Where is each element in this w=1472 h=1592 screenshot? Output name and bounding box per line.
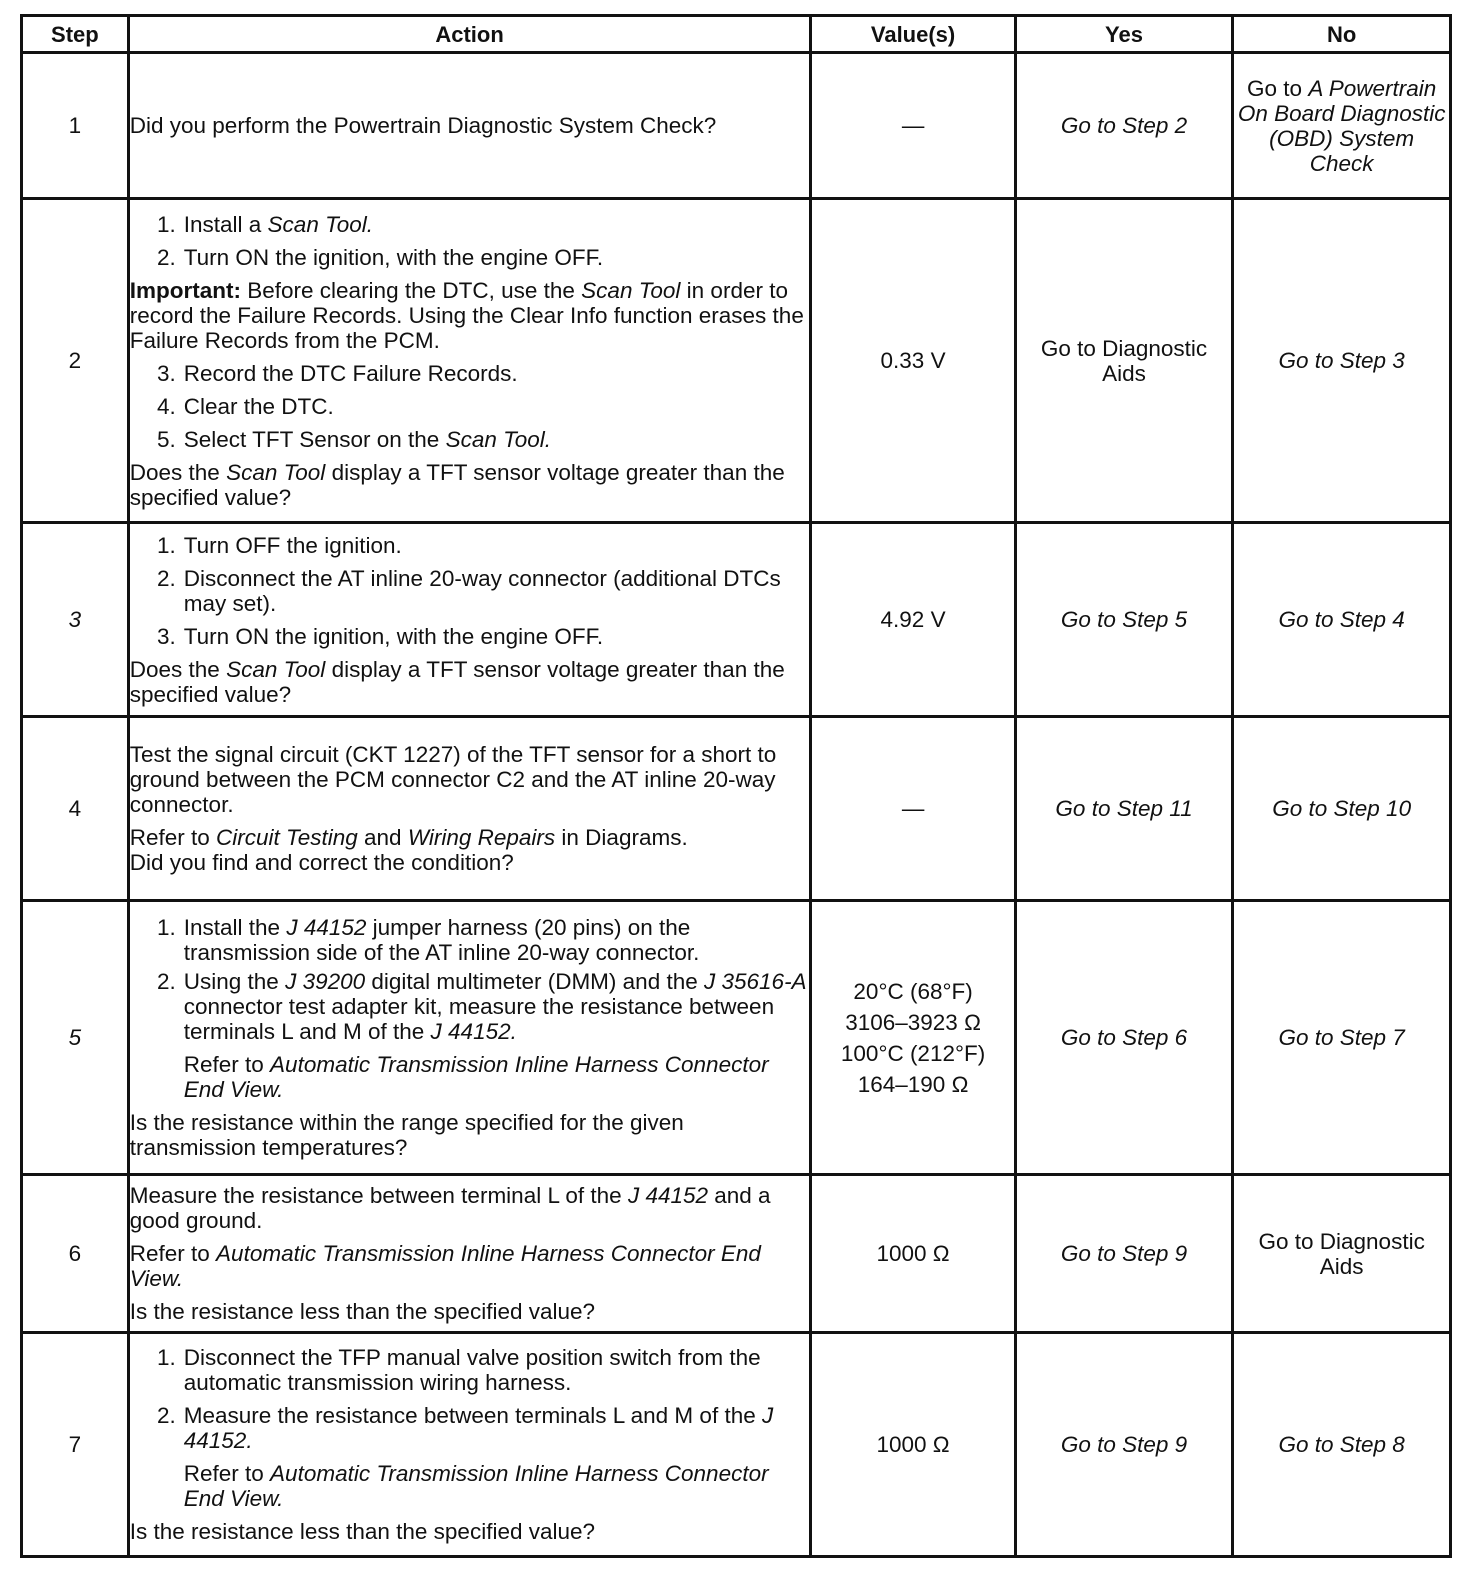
- important-note: [130, 278, 810, 353]
- list-text: Disconnect the TFP manual valve position switch from the automatic transmission wiring harness.: [183, 1345, 761, 1395]
- text-run: Refer to: [183, 1052, 271, 1077]
- yes-link[interactable]: Go to Step 9: [1060, 1432, 1188, 1457]
- table-row: [22, 199, 1451, 523]
- yes-cell: [1015, 717, 1233, 901]
- list-text: [184, 427, 551, 452]
- step-number: 6: [22, 1175, 129, 1333]
- question-text: Is the resistance less than the specified value?: [129, 1519, 596, 1544]
- yes-cell: [1015, 523, 1233, 717]
- value-cell: 0.33 V: [811, 199, 1015, 523]
- important-label: Important:: [129, 277, 241, 303]
- list-text: Turn ON the ignition, with the engine OFF.: [183, 244, 604, 270]
- table-row: [22, 717, 1451, 901]
- text-run: Refer to: [183, 1461, 271, 1486]
- step-number: 7: [22, 1333, 129, 1557]
- text-run: Does the: [129, 656, 227, 682]
- instruction-text: Test the signal circuit (CKT 1227) of the TFT sensor for a short to ground between the PCM connector C2 and the AT inline 20-way connector.: [129, 742, 777, 817]
- reference-text: [130, 1052, 810, 1102]
- resistance-range: 3106–3923 Ω: [845, 1009, 981, 1035]
- question-text: [130, 460, 810, 510]
- question-text: [130, 657, 810, 707]
- yes-cell: [1015, 901, 1233, 1175]
- yes-link[interactable]: Go to Step 6: [1060, 1025, 1188, 1050]
- question-text: Is the resistance less than the specified value?: [129, 1299, 596, 1324]
- yes-link[interactable]: Go to Diagnostic Aids: [1040, 335, 1208, 386]
- list-number: 1.: [156, 211, 176, 237]
- list-number: 3.: [156, 360, 176, 386]
- instruction-text: [130, 1183, 810, 1233]
- tool-name: J 44152: [286, 915, 367, 940]
- no-cell: [1233, 523, 1451, 717]
- yes-link[interactable]: Go to Step 9: [1060, 1241, 1188, 1266]
- text-run: Install the: [183, 915, 287, 940]
- list-number: 3.: [156, 623, 176, 649]
- list-item: [130, 394, 810, 419]
- no-link[interactable]: Go to Diagnostic Aids: [1258, 1228, 1425, 1279]
- list-number: 5.: [156, 426, 176, 452]
- tool-name: Scan Tool.: [445, 426, 552, 452]
- no-link-prefix: Go to: [1247, 75, 1309, 101]
- list-text: Clear the DTC.: [183, 393, 334, 419]
- text-run: Does the: [129, 459, 227, 485]
- action-cell: [128, 199, 811, 523]
- tool-name: J 44152.: [183, 1403, 774, 1453]
- step-number: 5: [22, 901, 129, 1175]
- no-link[interactable]: Go to Step 8: [1278, 1432, 1405, 1457]
- text-run: display a TFT sensor voltage greater than the specified value?: [129, 459, 785, 510]
- reference-link[interactable]: Circuit Testing: [216, 825, 358, 850]
- yes-cell: [1015, 1175, 1233, 1333]
- diagnostic-page: [20, 14, 1452, 1558]
- list-item: [130, 245, 810, 270]
- question-text: Did you perform the Powertrain Diagnostic System Check?: [129, 113, 717, 138]
- list-item: [130, 566, 810, 616]
- tool-name: J 39200: [285, 969, 366, 994]
- value-cell: [811, 901, 1015, 1175]
- no-link[interactable]: [1238, 76, 1446, 176]
- text-run: jumper harness (20 pins) on the transmission side of the AT inline 20-way connector.: [183, 915, 700, 965]
- list-text: [184, 915, 810, 965]
- yes-cell: [1015, 53, 1233, 199]
- table-row: [22, 901, 1451, 1175]
- text-run: connector test adapter kit, measure the resistance between terminals L and M of the: [183, 994, 775, 1044]
- text-run: Refer to: [129, 825, 217, 850]
- temperature-value: 100°C (212°F): [840, 1040, 986, 1066]
- action-cell: [128, 1175, 811, 1333]
- list-number: 2.: [156, 969, 176, 994]
- value-cell: 1000 Ω: [811, 1333, 1015, 1557]
- list-item: [130, 212, 810, 237]
- no-link[interactable]: Go to Step 7: [1278, 1025, 1405, 1050]
- value-cell: 1000 Ω: [811, 1175, 1015, 1333]
- temperature-value: 20°C (68°F): [853, 978, 973, 1004]
- reference-text: [130, 1461, 810, 1511]
- list-number: 2.: [156, 1403, 176, 1428]
- list-number: 4.: [156, 393, 176, 419]
- header-yes: Yes: [1015, 16, 1233, 53]
- text-run: Refer to: [129, 1241, 217, 1266]
- reference-link[interactable]: Automatic Transmission Inline Harness Connector End View.: [183, 1461, 769, 1511]
- diagnostic-table: [20, 14, 1452, 1558]
- text-run: in Diagrams.: [555, 825, 688, 850]
- no-link-target: A Powertrain On Board Diagnostic (OBD) System Check: [1237, 75, 1446, 176]
- text-run: Measure the resistance between terminals L and M of the: [183, 1403, 762, 1428]
- text-run: display a TFT sensor voltage greater than the specified value?: [129, 656, 785, 707]
- no-link[interactable]: Go to Step 4: [1278, 607, 1405, 632]
- yes-link[interactable]: Go to Step 11: [1055, 796, 1193, 821]
- table-row: [22, 1175, 1451, 1333]
- reference-text: [130, 1241, 810, 1291]
- step-number: 3: [22, 523, 129, 717]
- list-number: 2.: [156, 244, 176, 270]
- yes-link[interactable]: Go to Step 5: [1060, 607, 1188, 632]
- list-item: [130, 1345, 810, 1395]
- tool-name: J 44152.: [430, 1019, 517, 1044]
- list-text: [184, 969, 810, 1044]
- text-run: in order to record the Failure Records. Using the Clear Info function erases the Failure Records from the PCM.: [129, 277, 804, 353]
- header-values: Value(s): [811, 16, 1015, 53]
- list-number: 1.: [156, 915, 176, 940]
- reference-link[interactable]: Automatic Transmission Inline Harness Connector End View.: [183, 1052, 769, 1102]
- header-row: [22, 16, 1451, 53]
- reference-link[interactable]: Automatic Transmission Inline Harness Connector End View.: [129, 1241, 761, 1291]
- text-run: Measure the resistance between terminal L of the: [129, 1183, 628, 1208]
- action-cell: [128, 53, 811, 199]
- no-cell: [1233, 901, 1451, 1175]
- list-number: 1.: [156, 1345, 176, 1370]
- header-no: No: [1233, 16, 1451, 53]
- list-text: [184, 212, 373, 237]
- action-cell: [128, 523, 811, 717]
- list-text: [184, 1403, 810, 1453]
- list-item: [130, 969, 810, 1044]
- tool-name: Scan Tool: [581, 277, 681, 303]
- list-item: [130, 624, 810, 649]
- text-run: Using the: [183, 969, 286, 994]
- list-number: 1.: [156, 532, 176, 558]
- yes-cell: [1015, 1333, 1233, 1557]
- step-number: 1: [22, 53, 129, 199]
- no-cell: [1233, 717, 1451, 901]
- no-cell: [1233, 199, 1451, 523]
- text-run: and a good ground.: [129, 1183, 771, 1233]
- text-run: and: [357, 825, 408, 850]
- list-item: [130, 915, 810, 965]
- tool-name: Scan Tool: [226, 459, 326, 485]
- table-row: [22, 1333, 1451, 1557]
- action-cell: [128, 1333, 811, 1557]
- value-cell: —: [811, 53, 1015, 199]
- step-number: 2: [22, 199, 129, 523]
- text-run: Before clearing the DTC, use the: [241, 277, 582, 303]
- list-text: Record the DTC Failure Records.: [183, 360, 518, 386]
- yes-cell: [1015, 199, 1233, 523]
- tool-name: Scan Tool.: [267, 211, 374, 237]
- tool-name: Scan Tool: [226, 656, 326, 682]
- tool-name: J 44152: [627, 1183, 709, 1208]
- no-link[interactable]: Go to Step 10: [1272, 796, 1412, 821]
- tool-name: J 35616-A: [704, 969, 807, 994]
- no-cell: [1233, 53, 1451, 199]
- list-item: [130, 427, 810, 452]
- value-cell: 4.92 V: [811, 523, 1015, 717]
- action-cell: [128, 901, 811, 1175]
- reference-link[interactable]: Wiring Repairs: [407, 825, 556, 850]
- list-number: 2.: [156, 565, 176, 591]
- value-cell: —: [811, 717, 1015, 901]
- question-text: Did you find and correct the condition?: [129, 850, 514, 875]
- action-cell: [128, 717, 811, 901]
- no-cell: [1233, 1175, 1451, 1333]
- step-number: 4: [22, 717, 129, 901]
- resistance-range: 164–190 Ω: [857, 1071, 969, 1097]
- yes-link[interactable]: Go to Step 2: [1060, 113, 1188, 138]
- list-text: Turn OFF the ignition.: [183, 532, 402, 558]
- no-cell: [1233, 1333, 1451, 1557]
- list-text: Turn ON the ignition, with the engine OFF.: [183, 623, 604, 649]
- table-row: [22, 53, 1451, 199]
- text-run: Select TFT Sensor on the: [183, 426, 446, 452]
- list-item: [130, 1403, 810, 1453]
- question-text: Is the resistance within the range specified for the given transmission temperatures?: [129, 1110, 684, 1160]
- no-link[interactable]: Go to Step 3: [1278, 348, 1405, 373]
- header-action: Action: [128, 16, 811, 53]
- list-text: Disconnect the AT inline 20-way connector (additional DTCs may set).: [183, 565, 781, 616]
- header-step: Step: [22, 16, 129, 53]
- table-row: [22, 523, 1451, 717]
- list-item: [130, 533, 810, 558]
- reference-text: [130, 825, 810, 850]
- text-run: digital multimeter (DMM) and the: [365, 969, 704, 994]
- list-item: [130, 361, 810, 386]
- text-run: Install a: [183, 211, 268, 237]
